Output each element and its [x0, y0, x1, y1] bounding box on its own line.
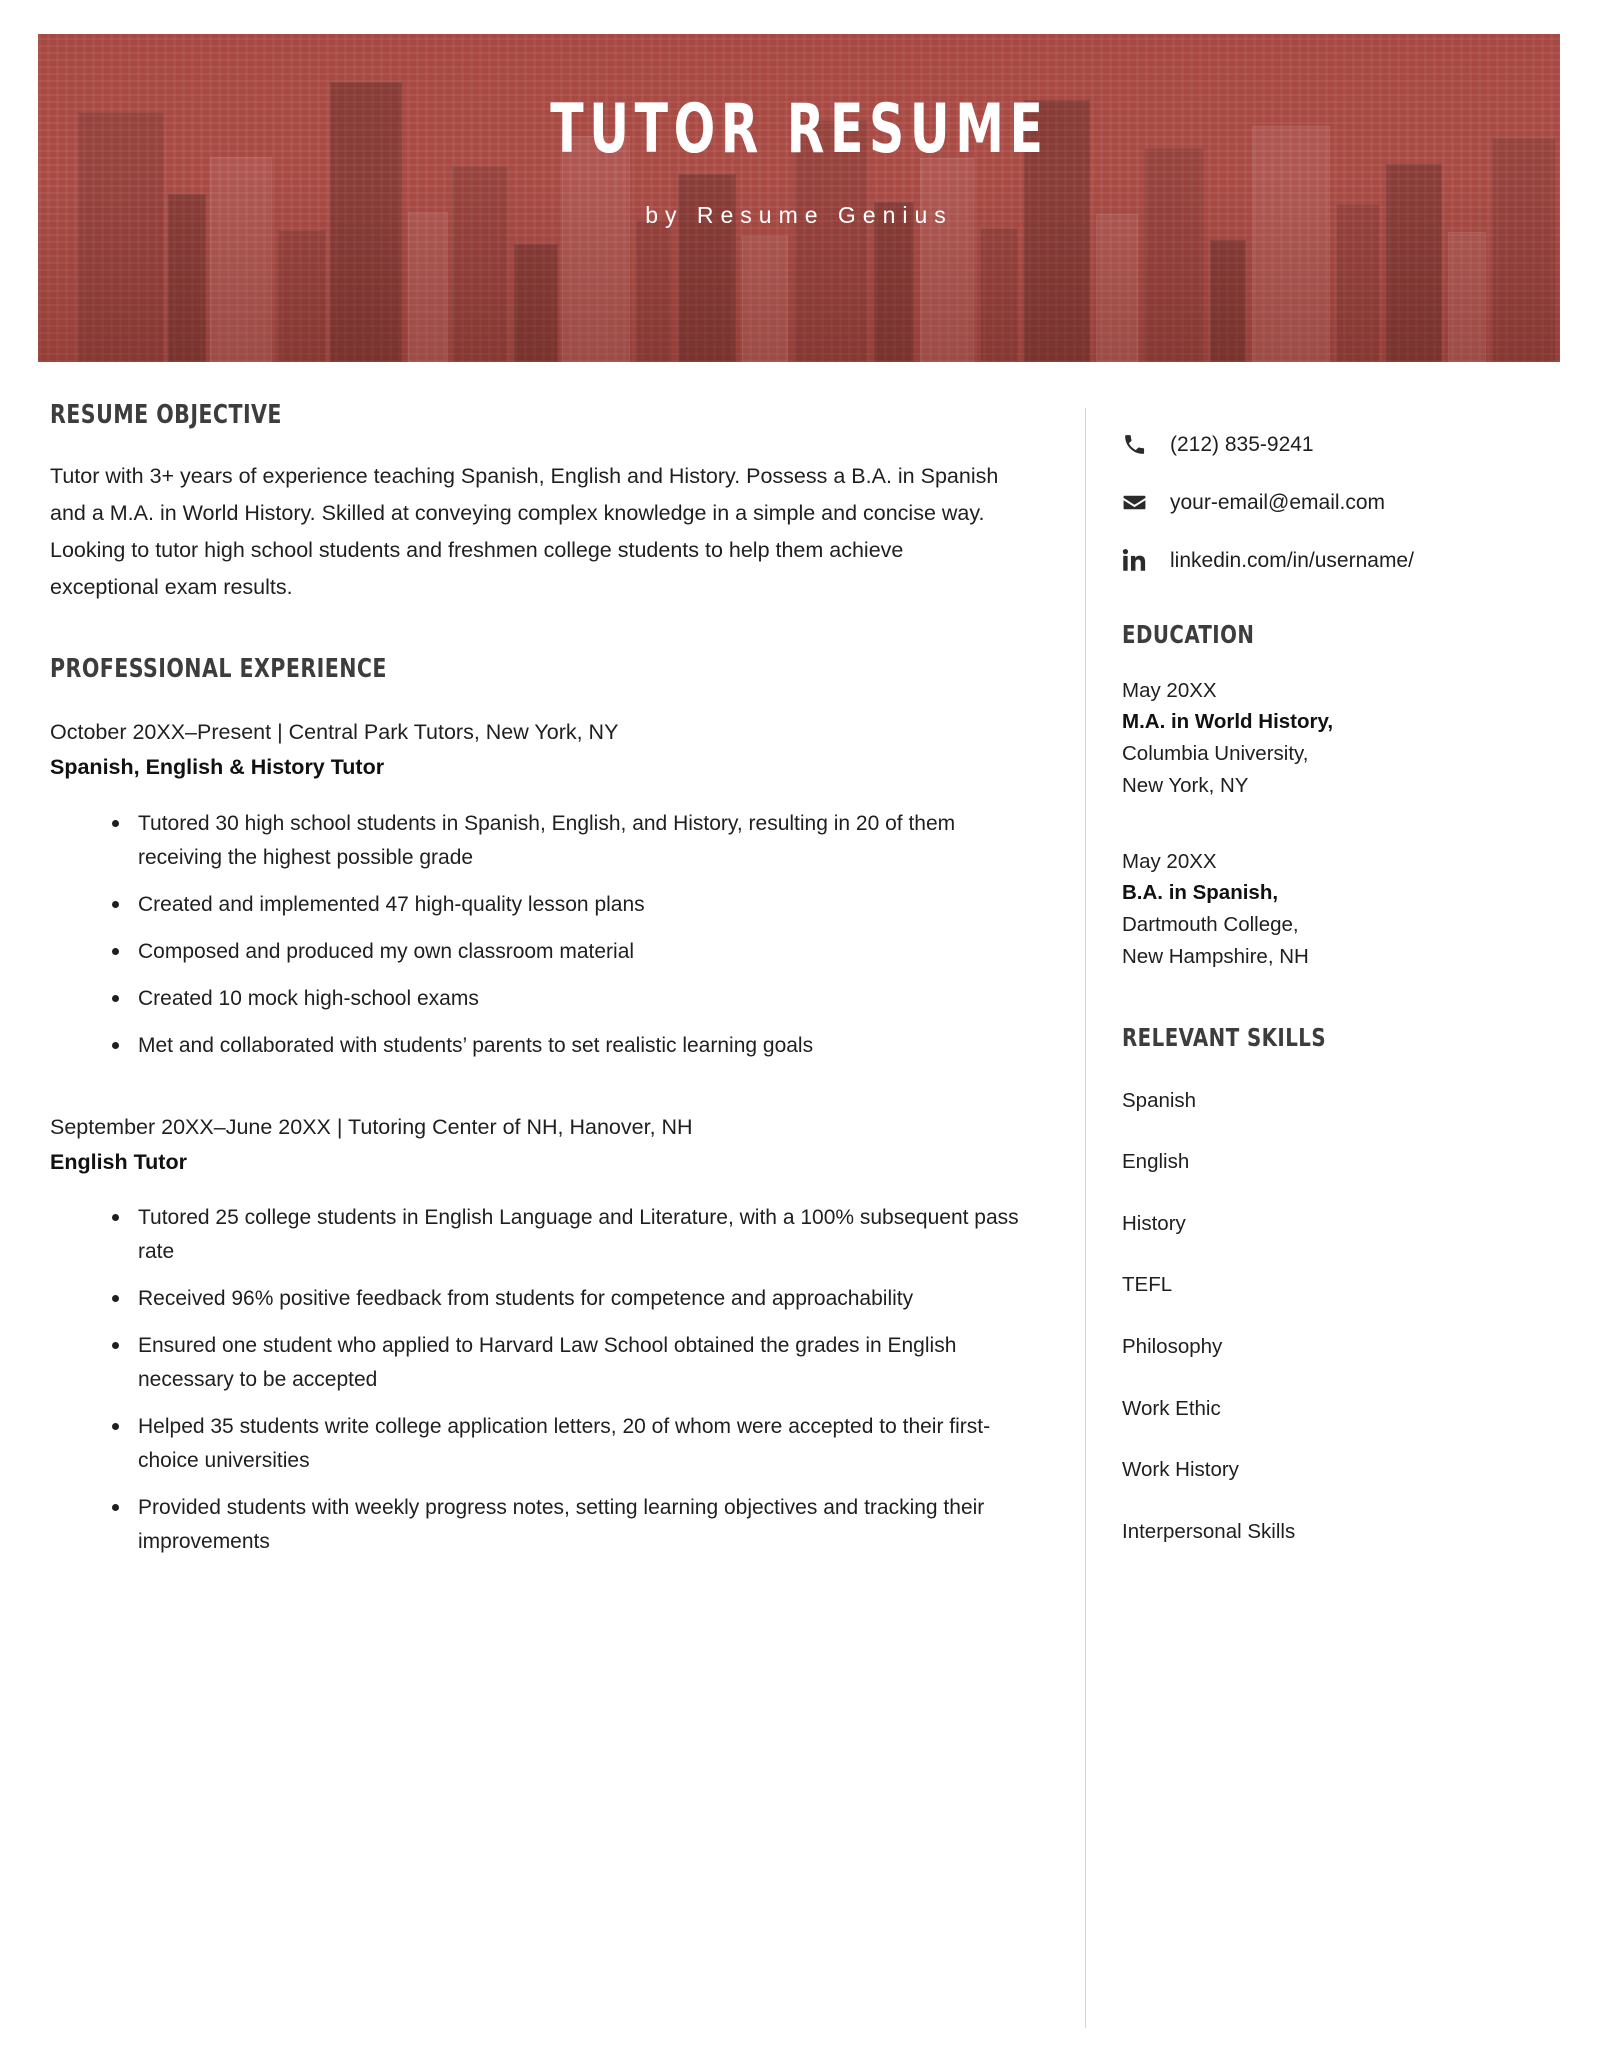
education-degree: B.A. in Spanish,: [1122, 881, 1279, 905]
section-heading-education: EDUCATION: [1122, 619, 1255, 649]
experience-entry: [50, 716, 1035, 1063]
section-heading-skills: RELEVANT SKILLS: [1122, 1022, 1327, 1052]
education-date: May 20XX: [1122, 849, 1217, 873]
skill-item: Work Ethic: [1122, 1396, 1221, 1420]
sidebar-column: [1122, 400, 1562, 1544]
experience-entry: [50, 1111, 1035, 1560]
skill-item: Interpersonal Skills: [1122, 1519, 1296, 1543]
section-heading-experience: PROFESSIONAL EXPERIENCE: [50, 653, 387, 684]
education-degree: M.A. in World History,: [1122, 710, 1334, 734]
section-resume-objective: [50, 400, 1035, 606]
contact-row-linkedin[interactable]: [1122, 548, 1562, 573]
resume-header-banner: [38, 34, 1560, 362]
page-title: TUTOR RESUME: [549, 90, 1049, 169]
section-heading-objective: RESUME OBJECTIVE: [50, 400, 282, 430]
envelope-icon: [1122, 490, 1158, 515]
list-item: Created 10 mock high-school exams: [112, 982, 1035, 1016]
page-subtitle: by Resume Genius: [645, 202, 953, 228]
skill-item: Work History: [1122, 1458, 1239, 1482]
list-item: Provided students with weekly progress notes, setting learning objectives and tracking their improvements: [112, 1491, 1035, 1559]
education-location: New Hampshire, NH: [1122, 944, 1309, 968]
section-professional-experience: [50, 654, 1035, 1559]
skill-item: Philosophy: [1122, 1335, 1223, 1359]
experience-meta: October 20XX–Present | Central Park Tutors, New York, NY: [50, 719, 619, 744]
section-education: [1122, 620, 1562, 973]
contact-email-value: your-email@email.com: [1170, 491, 1386, 515]
contact-phone-value: (212) 835-9241: [1170, 433, 1314, 456]
list-item: Created and implemented 47 high-quality lesson plans: [112, 888, 1035, 922]
education-date: May 20XX: [1122, 678, 1217, 702]
main-column: [50, 400, 1035, 1572]
list-item: Ensured one student who applied to Harvard Law School obtained the grades in English necessary to be accepted: [112, 1329, 1035, 1397]
skill-item: TEFL: [1122, 1273, 1173, 1297]
education-school: Columbia University,: [1122, 742, 1309, 766]
education-entry: [1122, 846, 1562, 973]
education-school: Dartmouth College,: [1122, 913, 1299, 937]
contact-row-email[interactable]: [1122, 490, 1562, 515]
skill-item: English: [1122, 1150, 1190, 1174]
list-item: Composed and produced my own classroom material: [112, 935, 1035, 969]
education-location: New York, NY: [1122, 773, 1249, 797]
experience-role: English Tutor: [50, 1149, 187, 1174]
list-item: Met and collaborated with students’ parents to set realistic learning goals: [112, 1029, 1035, 1063]
list-item: Tutored 30 high school students in Spanish, English, and History, resulting in 20 of them receiving the highest possible grade: [112, 807, 1035, 875]
phone-icon: [1122, 432, 1158, 457]
contact-block: [1122, 432, 1562, 574]
skill-item: History: [1122, 1211, 1186, 1235]
contact-row-phone[interactable]: [1122, 432, 1562, 457]
experience-bullets: [50, 1201, 1035, 1559]
contact-linkedin-value: linkedin.com/in/username/: [1170, 549, 1414, 573]
section-relevant-skills: [1122, 1023, 1562, 1545]
experience-meta: September 20XX–June 20XX | Tutoring Center of NH, Hanover, NH: [50, 1114, 693, 1139]
column-divider: [1085, 408, 1086, 2028]
list-item: Helped 35 students write college application letters, 20 of whom were accepted to their first-choice universities: [112, 1410, 1035, 1478]
linkedin-icon: [1122, 548, 1158, 573]
list-item: Tutored 25 college students in English Language and Literature, with a 100% subsequent pass rate: [112, 1201, 1035, 1269]
skill-item: Spanish: [1122, 1088, 1197, 1112]
education-entry: [1122, 675, 1562, 802]
objective-paragraph: Tutor with 3+ years of experience teaching Spanish, English and History. Possess a B.A. in Spanish and a M.A. in World History. Skilled at conveying complex knowledge in a simple and concise way. Looking to tutor high school students and freshmen college students to help them achieve exceptional exam results.: [50, 464, 999, 599]
experience-bullets: [50, 807, 1035, 1063]
list-item: Received 96% positive feedback from students for competence and approachability: [112, 1282, 1035, 1316]
experience-role: Spanish, English & History Tutor: [50, 755, 385, 780]
